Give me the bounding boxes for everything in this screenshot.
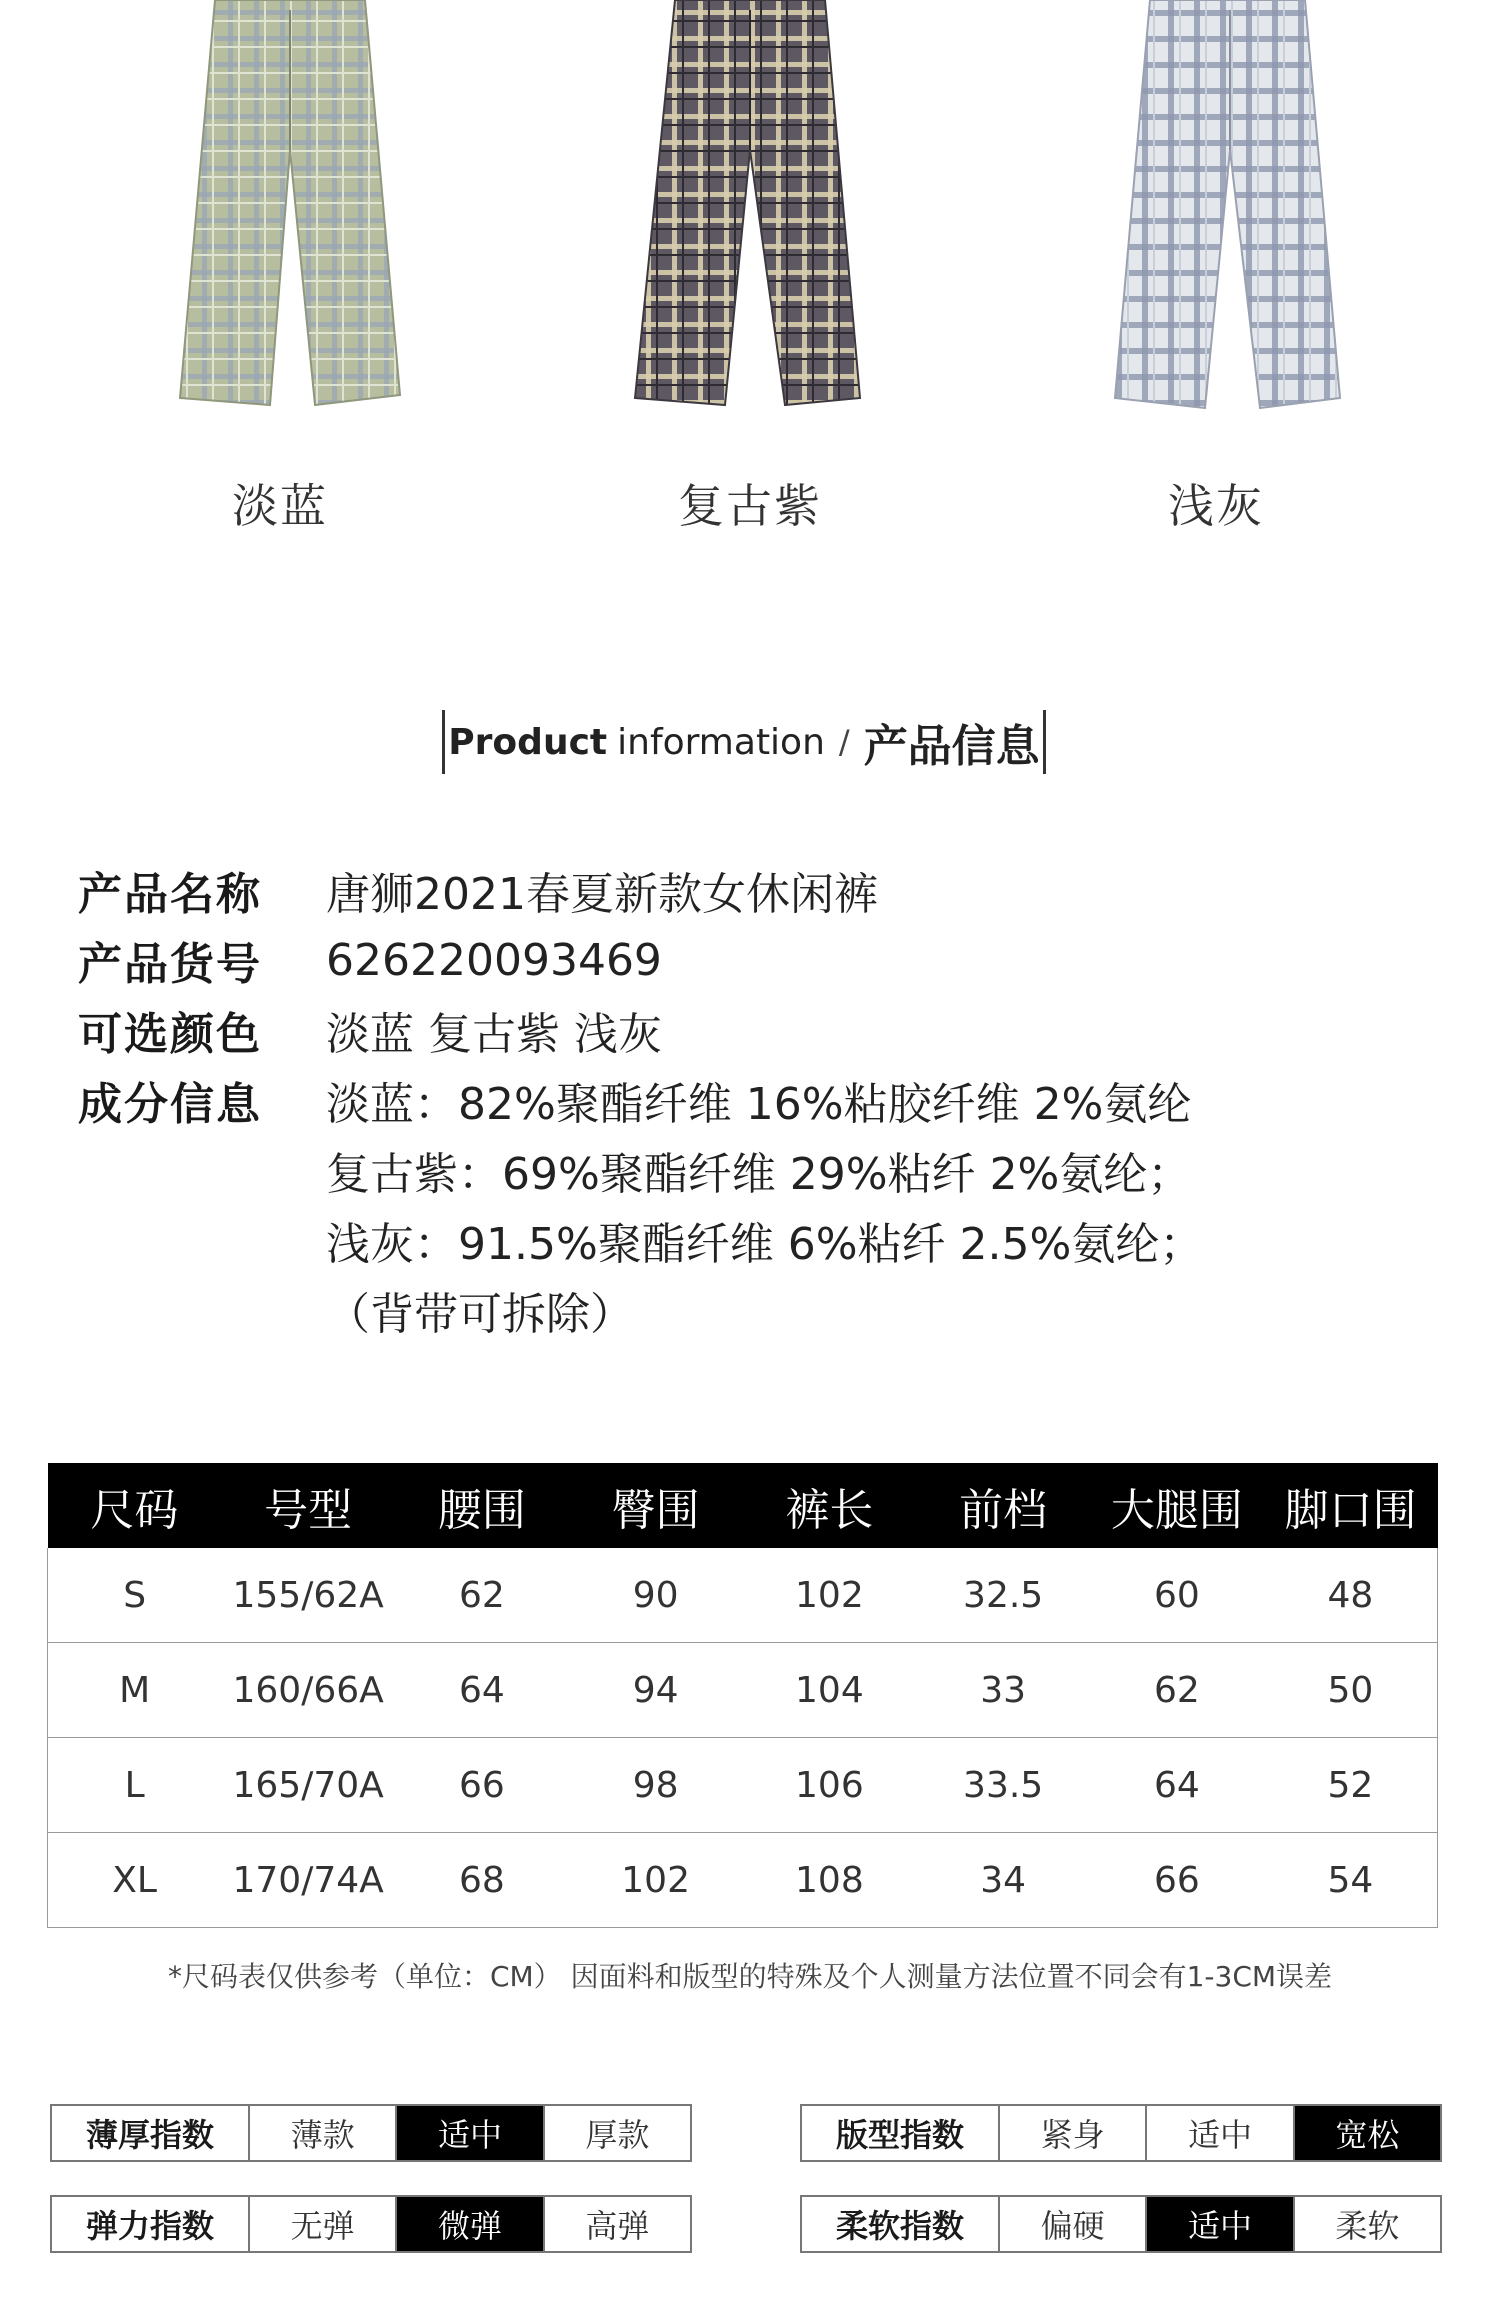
index-option-selected[interactable]: 适中 bbox=[396, 2105, 543, 2161]
info-row-sku bbox=[78, 925, 1378, 995]
table-cell: 33.5 bbox=[916, 1738, 1090, 1833]
info-key-composition: 成分信息 bbox=[78, 1079, 262, 1130]
index-label: 版型指数 bbox=[801, 2105, 999, 2161]
column-header: 号型 bbox=[221, 1463, 395, 1548]
table-cell: 34 bbox=[916, 1833, 1090, 1928]
index-fit bbox=[800, 2104, 1442, 2162]
index-option[interactable]: 偏硬 bbox=[999, 2196, 1146, 2252]
vintage-purple-plaid-pants-icon[interactable] bbox=[610, 0, 890, 420]
table-row bbox=[48, 1738, 1438, 1833]
index-option[interactable]: 薄款 bbox=[249, 2105, 396, 2161]
table-row bbox=[48, 1643, 1438, 1738]
index-option[interactable]: 高弹 bbox=[544, 2196, 691, 2252]
index-option-selected[interactable]: 适中 bbox=[1146, 2196, 1293, 2252]
table-cell: 60 bbox=[1090, 1548, 1264, 1643]
index-label: 柔软指数 bbox=[801, 2196, 999, 2252]
index-option-selected[interactable]: 宽松 bbox=[1294, 2105, 1441, 2161]
table-cell: 165/70A bbox=[221, 1738, 395, 1833]
table-cell: 104 bbox=[743, 1643, 917, 1738]
column-header: 裤长 bbox=[743, 1463, 917, 1548]
table-cell: 50 bbox=[1264, 1643, 1438, 1738]
table-cell: S bbox=[48, 1548, 222, 1643]
info-row-composition bbox=[78, 1065, 1378, 1135]
index-option[interactable]: 无弹 bbox=[249, 2196, 396, 2252]
table-cell: 170/74A bbox=[221, 1833, 395, 1928]
index-option[interactable]: 柔软 bbox=[1294, 2196, 1441, 2252]
table-cell: 102 bbox=[569, 1833, 743, 1928]
info-value-sku: 626220093469 bbox=[326, 934, 662, 986]
table-cell: 108 bbox=[743, 1833, 917, 1928]
table-cell: 64 bbox=[1090, 1738, 1264, 1833]
info-key-sku: 产品货号 bbox=[78, 939, 262, 990]
table-cell: 52 bbox=[1264, 1738, 1438, 1833]
column-header: 脚口围 bbox=[1264, 1463, 1438, 1548]
light-blue-plaid-pants-icon[interactable] bbox=[140, 0, 420, 420]
table-cell: 62 bbox=[1090, 1643, 1264, 1738]
index-option-selected[interactable]: 微弹 bbox=[396, 2196, 543, 2252]
info-key-name: 产品名称 bbox=[78, 869, 262, 920]
header-zh: 产品信息 bbox=[863, 721, 1040, 772]
table-cell: 32.5 bbox=[916, 1548, 1090, 1643]
column-header: 大腿围 bbox=[1090, 1463, 1264, 1548]
index-option[interactable]: 适中 bbox=[1146, 2105, 1293, 2161]
info-value-composition-line: 复古紫：69%聚酯纤维 29%粘纤 2%氨纶； bbox=[326, 1149, 1192, 1200]
table-cell: M bbox=[48, 1643, 222, 1738]
info-value-composition-note: （背带可拆除） bbox=[326, 1289, 634, 1340]
header-slash: / bbox=[838, 723, 850, 761]
table-cell: 155/62A bbox=[221, 1548, 395, 1643]
table-cell: 33 bbox=[916, 1643, 1090, 1738]
info-row-name bbox=[78, 855, 1378, 925]
color-label-vintage-purple: 复古紫 bbox=[678, 479, 822, 533]
table-cell: 48 bbox=[1264, 1548, 1438, 1643]
info-row-colors bbox=[78, 995, 1378, 1065]
table-cell: 102 bbox=[743, 1548, 917, 1643]
header-en-bold: Product bbox=[448, 721, 608, 763]
table-cell: 90 bbox=[569, 1548, 743, 1643]
table-cell: 106 bbox=[743, 1738, 917, 1833]
column-header: 前档 bbox=[916, 1463, 1090, 1548]
index-label: 弹力指数 bbox=[51, 2196, 249, 2252]
color-variants bbox=[0, 0, 1500, 560]
info-value-name: 唐狮2021春夏新款女休闲裤 bbox=[326, 869, 878, 920]
column-header: 臀围 bbox=[569, 1463, 743, 1548]
table-cell: 68 bbox=[395, 1833, 569, 1928]
light-gray-plaid-pants-icon[interactable] bbox=[1080, 0, 1360, 420]
table-row bbox=[48, 1833, 1438, 1928]
table-cell: 62 bbox=[395, 1548, 569, 1643]
size-table-note: *尺码表仅供参考（单位：CM） 因面料和版型的特殊及个人测量方法位置不同会有1-3CM误差 bbox=[167, 1960, 1333, 1993]
color-label-light-blue: 淡蓝 bbox=[232, 479, 328, 533]
column-header: 尺码 bbox=[48, 1463, 222, 1548]
table-cell: 64 bbox=[395, 1643, 569, 1738]
info-value-composition-line: 浅灰：91.5%聚酯纤维 6%粘纤 2.5%氨纶； bbox=[326, 1219, 1204, 1270]
index-label: 薄厚指数 bbox=[51, 2105, 249, 2161]
product-info bbox=[78, 855, 1378, 1345]
index-option[interactable]: 厚款 bbox=[544, 2105, 691, 2161]
column-header: 腰围 bbox=[395, 1463, 569, 1548]
color-label-light-gray: 浅灰 bbox=[1168, 479, 1264, 533]
index-softness bbox=[800, 2195, 1442, 2253]
index-thickness bbox=[50, 2104, 692, 2162]
info-value-composition-line: 淡蓝：82%聚酯纤维 16%粘胶纤维 2%氨纶 bbox=[326, 1079, 1192, 1130]
info-value-colors: 淡蓝 复古紫 浅灰 bbox=[326, 1009, 662, 1060]
section-header-product-info bbox=[442, 710, 1046, 774]
table-cell: XL bbox=[48, 1833, 222, 1928]
table-cell: 66 bbox=[395, 1738, 569, 1833]
table-cell: 160/66A bbox=[221, 1643, 395, 1738]
index-elasticity bbox=[50, 2195, 692, 2253]
header-en: information bbox=[617, 721, 825, 763]
table-cell: L bbox=[48, 1738, 222, 1833]
size-table bbox=[47, 1463, 1438, 1928]
index-option[interactable]: 紧身 bbox=[999, 2105, 1146, 2161]
size-table-header bbox=[48, 1463, 1438, 1548]
info-key-colors: 可选颜色 bbox=[78, 1009, 262, 1060]
table-row bbox=[48, 1548, 1438, 1643]
table-cell: 94 bbox=[569, 1643, 743, 1738]
table-cell: 54 bbox=[1264, 1833, 1438, 1928]
table-cell: 66 bbox=[1090, 1833, 1264, 1928]
table-cell: 98 bbox=[569, 1738, 743, 1833]
